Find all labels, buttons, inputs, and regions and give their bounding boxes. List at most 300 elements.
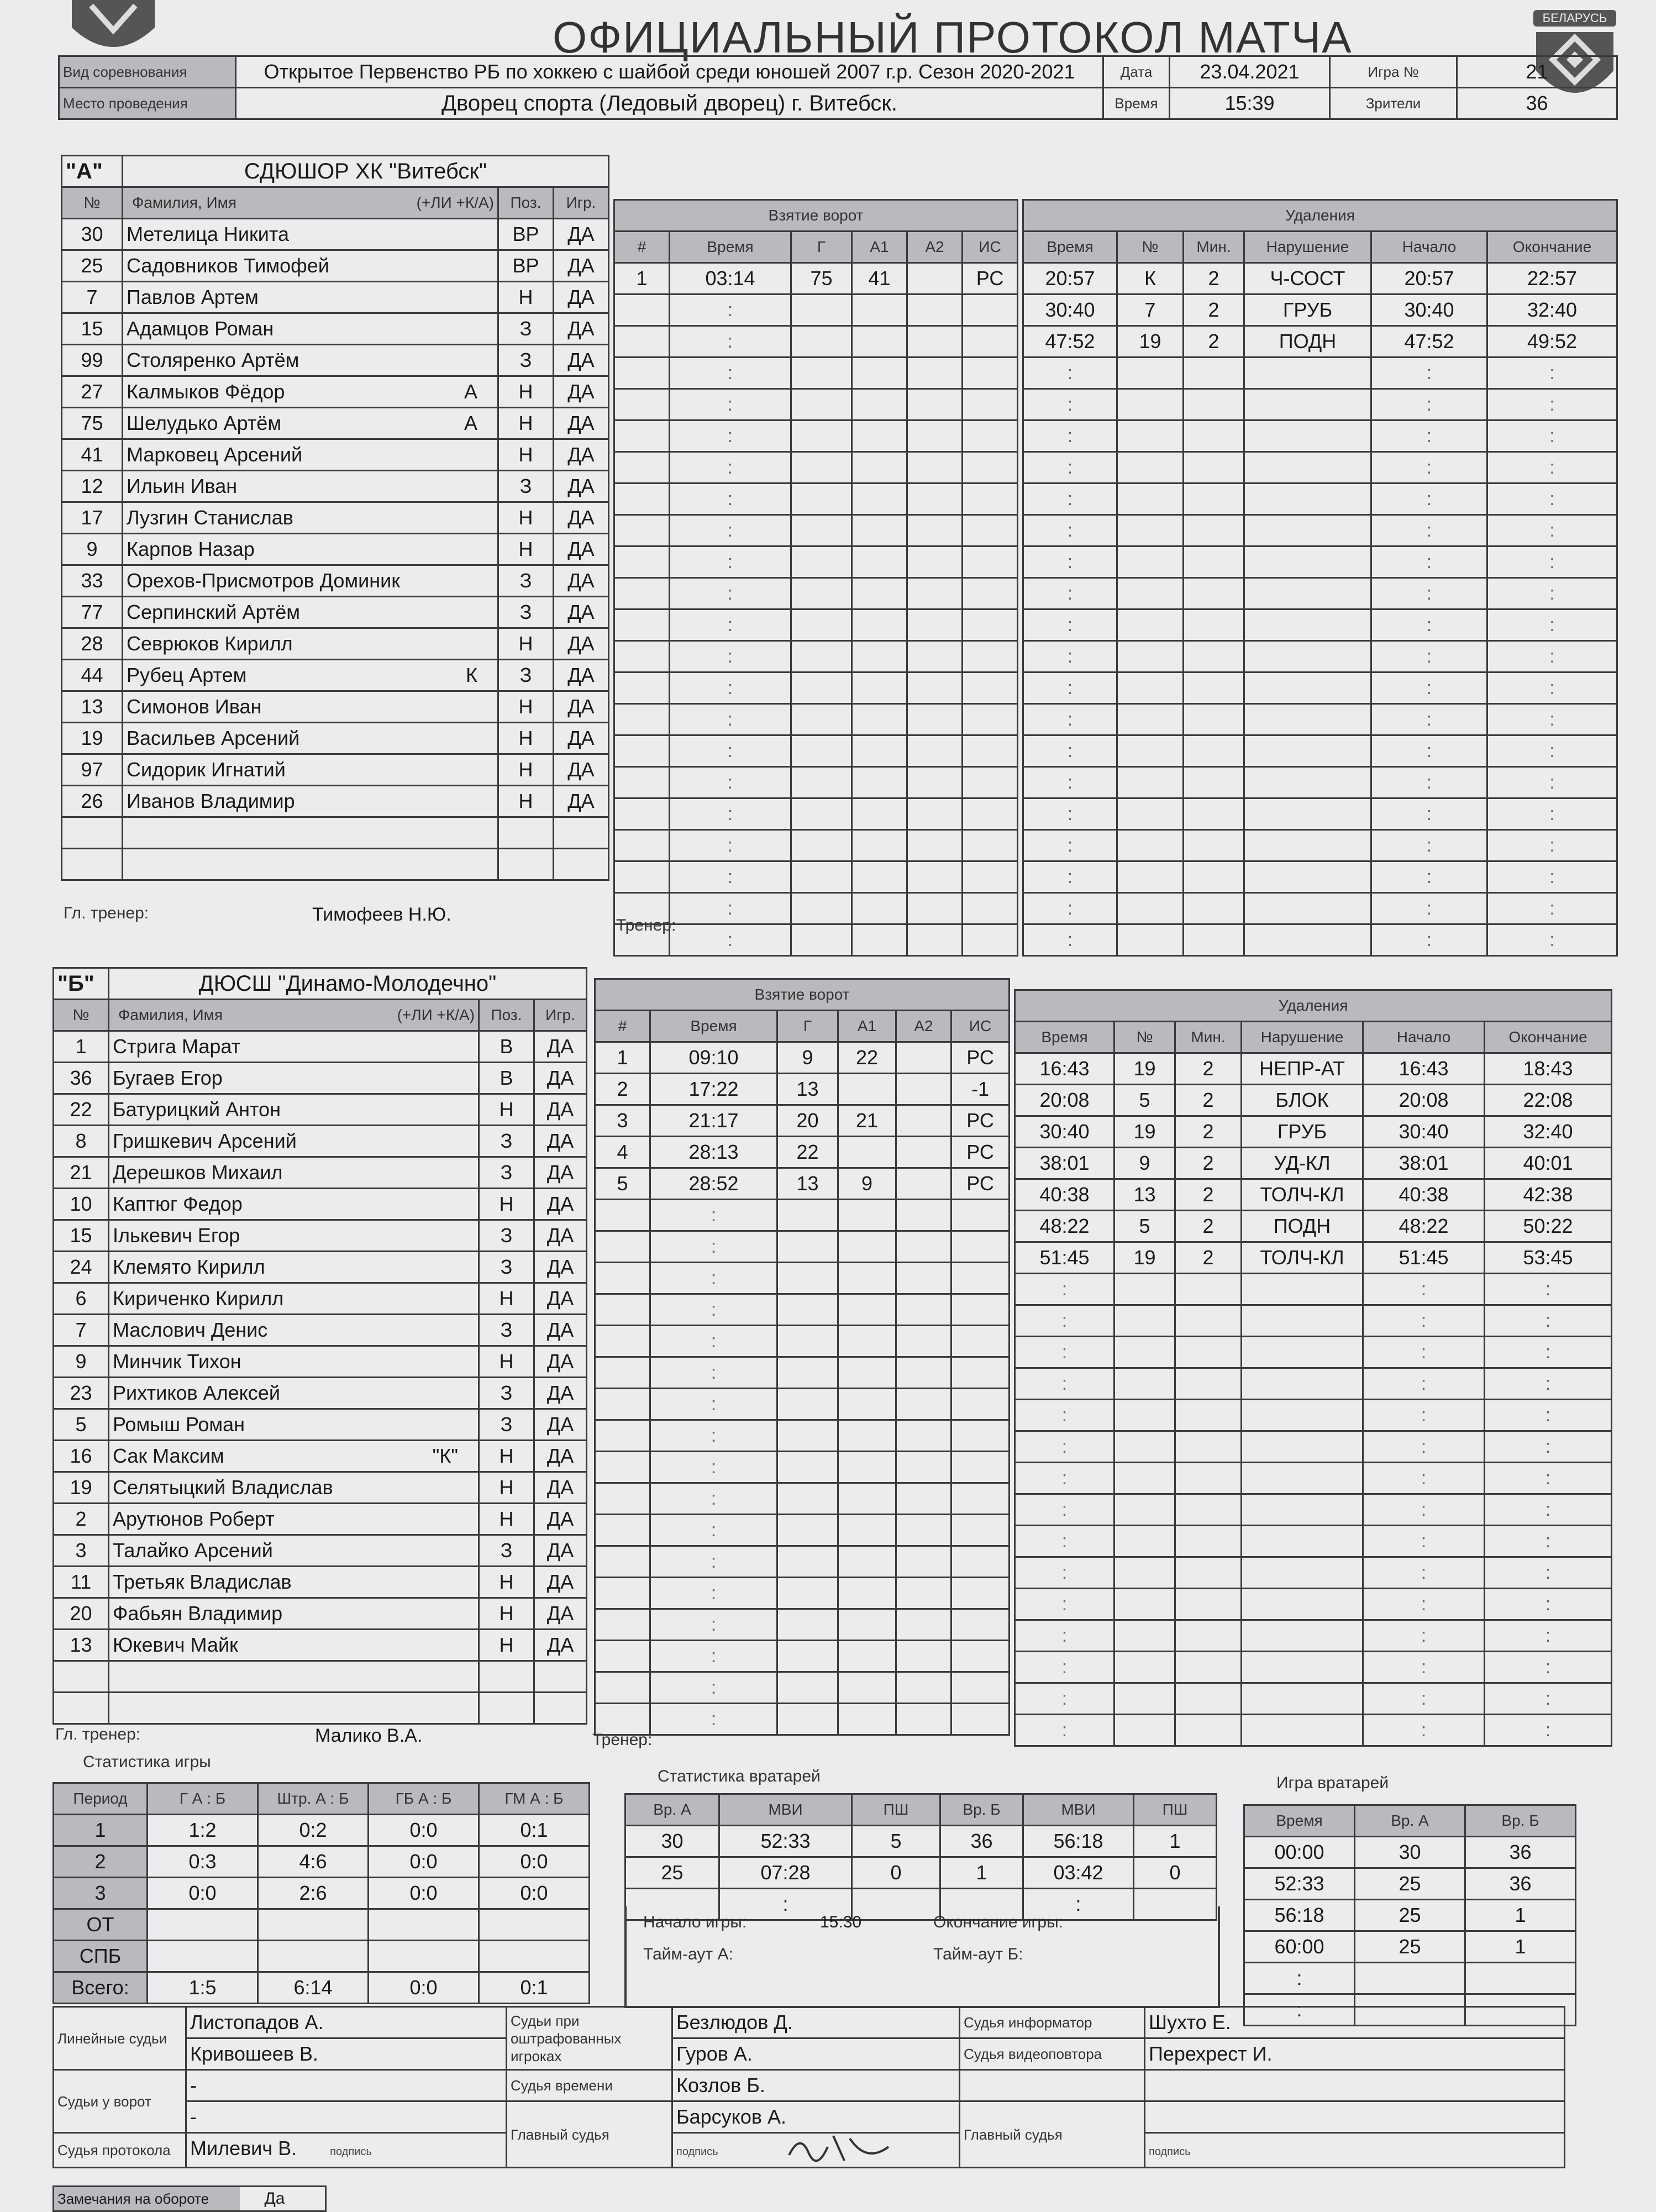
penalty-cell xyxy=(1244,421,1371,452)
player-role: К xyxy=(466,664,477,686)
player-number: 25 xyxy=(62,250,123,282)
referee2-sign: подпись xyxy=(1145,2133,1565,2168)
goal-time: : xyxy=(670,767,791,798)
goal-time: : xyxy=(670,735,791,767)
goal-idx xyxy=(595,1263,650,1294)
penalty-cell xyxy=(1117,358,1184,389)
player-number xyxy=(54,1661,109,1693)
goal-cell xyxy=(852,704,907,735)
team-a-head-coach: Гл. тренер: Тимофеев Н.Ю. xyxy=(64,904,451,925)
goal-row xyxy=(614,830,1018,861)
player-name xyxy=(109,1567,479,1598)
player-name xyxy=(109,1472,479,1504)
stats-row xyxy=(1244,1868,1576,1900)
player-name-text: Марковец Арсений xyxy=(127,443,303,466)
player-row xyxy=(62,439,609,471)
stats-cell: : xyxy=(719,1889,852,1920)
signature-icon xyxy=(784,2133,894,2164)
goalie-stats-title: Статистика вратарей xyxy=(658,1767,821,1785)
player-row xyxy=(62,723,609,754)
goal-idx xyxy=(595,1609,650,1641)
stats-cell: 56:18 xyxy=(1023,1826,1134,1857)
goal-cell xyxy=(838,1200,896,1231)
player-position: Н xyxy=(498,754,554,786)
player-row xyxy=(54,1504,587,1535)
penalty-row xyxy=(1023,861,1617,893)
goal-idx xyxy=(595,1483,650,1515)
player-played: ДА xyxy=(554,439,609,471)
stats-cell: 60:00 xyxy=(1244,1931,1355,1963)
penalty-cell xyxy=(1184,704,1244,735)
goal-idx xyxy=(614,326,670,358)
player-played: ДА xyxy=(534,1220,587,1252)
player-number: 24 xyxy=(54,1252,109,1283)
team-b-roster xyxy=(52,967,587,1725)
goal-cell xyxy=(951,1578,1010,1609)
goal-cell xyxy=(852,767,907,798)
goal-cell xyxy=(838,1420,896,1452)
team-b-penalties xyxy=(1014,989,1612,1747)
penalty-row xyxy=(1023,798,1617,830)
goal-cell xyxy=(896,1515,951,1546)
goal-cell xyxy=(791,641,852,672)
goal-idx xyxy=(614,389,670,421)
competition-value: Открытое Первенство РБ по хоккею с шайбой среди юношей 2007 г.р. Сезон 2020-2021 xyxy=(236,56,1103,88)
goal-assist-2 xyxy=(896,1105,951,1137)
penalty-cell xyxy=(1114,1620,1175,1652)
player-name-text: Маслович Денис xyxy=(113,1318,268,1341)
penalty-row xyxy=(1023,924,1617,956)
stats-cell: : xyxy=(1244,1994,1355,2026)
player-played: ДА xyxy=(534,1157,587,1189)
col-pen-min: Мин. xyxy=(1175,1022,1242,1053)
penalty-cell xyxy=(1117,641,1184,672)
player-name-text: Арутюнов Роберт xyxy=(113,1507,275,1530)
player-number xyxy=(62,849,123,880)
goal-cell xyxy=(951,1546,1010,1578)
player-played: ДА xyxy=(554,313,609,345)
penalty-time: : xyxy=(1023,672,1117,704)
stats-header: Штр. А : Б xyxy=(258,1783,369,1815)
player-row xyxy=(62,282,609,313)
goal-cell xyxy=(852,610,907,641)
goal-cell xyxy=(907,610,963,641)
goal-time: : xyxy=(650,1452,777,1483)
penalty-cell xyxy=(1117,924,1184,956)
stats-row xyxy=(54,1941,590,1972)
penalty-row xyxy=(1023,704,1617,735)
penalty-start: : xyxy=(1363,1368,1485,1400)
goal-cell xyxy=(791,578,852,610)
penalty-start: : xyxy=(1371,861,1487,893)
player-row xyxy=(62,691,609,723)
stats-cell: : xyxy=(1023,1889,1134,1920)
stats-cell: 2 xyxy=(54,1846,148,1878)
goal-time: : xyxy=(670,641,791,672)
goal-time: : xyxy=(650,1357,777,1389)
goal-cell xyxy=(838,1294,896,1326)
goal-cell xyxy=(907,452,963,484)
player-role: "К" xyxy=(432,1444,458,1467)
goal-time: : xyxy=(650,1483,777,1515)
goals-title: Взятие ворот xyxy=(595,979,1010,1011)
goal-idx: 2 xyxy=(595,1074,650,1105)
stats-header: Вр. А xyxy=(625,1794,719,1826)
player-number xyxy=(62,817,123,849)
referee-value: Барсуков А. xyxy=(672,2101,960,2133)
goal-cell xyxy=(951,1357,1010,1389)
referee-label: Главный судья xyxy=(507,2101,672,2168)
penalty-cell xyxy=(1184,830,1244,861)
player-name-text: Садовников Тимофей xyxy=(127,254,329,277)
goal-time: : xyxy=(650,1515,777,1546)
penalty-cell xyxy=(1242,1494,1363,1526)
penalty-end: : xyxy=(1487,830,1617,861)
player-row xyxy=(62,534,609,565)
player-played: ДА xyxy=(554,376,609,408)
player-name-text: Калмыков Фёдор xyxy=(127,380,285,403)
goal-cell xyxy=(896,1609,951,1641)
player-position: Н xyxy=(498,691,554,723)
goal-row xyxy=(595,1357,1010,1389)
penalty-time: : xyxy=(1015,1400,1114,1431)
player-name xyxy=(109,1252,479,1283)
goal-row xyxy=(614,641,1018,672)
goal-cell xyxy=(852,578,907,610)
col-pen-end: Окончание xyxy=(1487,232,1617,263)
penalty-cell xyxy=(1184,452,1244,484)
penalty-cell xyxy=(1244,358,1371,389)
team-a-coach: Тренер: xyxy=(616,916,676,934)
informer-label: Судья информатор xyxy=(960,2007,1145,2038)
player-row xyxy=(54,1598,587,1630)
goal-cell xyxy=(791,515,852,547)
player-name-text: Фабьян Владимир xyxy=(113,1602,283,1625)
player-played: ДА xyxy=(534,1283,587,1315)
goal-cell xyxy=(907,672,963,704)
penalty-cell xyxy=(1244,452,1371,484)
goal-cell xyxy=(838,1452,896,1483)
player-position: З xyxy=(479,1535,534,1567)
player-played: ДА xyxy=(554,786,609,817)
goal-row xyxy=(614,893,1018,924)
penalty-end: : xyxy=(1487,610,1617,641)
player-played xyxy=(534,1693,587,1724)
penalty-infraction: ТОЛЧ-КЛ xyxy=(1242,1242,1363,1274)
penalty-time: : xyxy=(1023,641,1117,672)
goal-cell xyxy=(852,861,907,893)
penalty-cell xyxy=(1242,1431,1363,1463)
player-name-text: Селятыцкий Владислав xyxy=(113,1476,333,1499)
penalty-end: 49:52 xyxy=(1487,326,1617,358)
player-name xyxy=(123,754,498,786)
player-name-text: Клемято Кирилл xyxy=(113,1255,265,1278)
stats-header: Время xyxy=(1244,1805,1355,1837)
penalty-time: : xyxy=(1023,484,1117,515)
penalty-row xyxy=(1023,893,1617,924)
player-number: 7 xyxy=(54,1315,109,1346)
penalty-end: : xyxy=(1485,1652,1612,1683)
penalty-row xyxy=(1023,452,1617,484)
player-position: В xyxy=(479,1031,534,1063)
player-position xyxy=(479,1661,534,1693)
stats-header: МВИ xyxy=(1023,1794,1134,1826)
penalty-start: : xyxy=(1363,1400,1485,1431)
penalty-cell xyxy=(1242,1400,1363,1431)
player-name xyxy=(109,1315,479,1346)
stats-row xyxy=(54,1846,590,1878)
col-goal-a2: А2 xyxy=(907,232,963,263)
penalty-cell xyxy=(1117,704,1184,735)
goal-time: : xyxy=(670,578,791,610)
penalty-cell xyxy=(1175,1620,1242,1652)
player-name xyxy=(123,597,498,628)
player-name-text: Гришкевич Арсений xyxy=(113,1129,297,1152)
penalty-end: 42:38 xyxy=(1485,1179,1612,1211)
penalty-cell xyxy=(1175,1526,1242,1557)
stats-cell: : xyxy=(1244,1963,1355,1994)
empty-cell xyxy=(1145,2101,1565,2133)
goal-time: : xyxy=(670,547,791,578)
goal-cell xyxy=(907,798,963,830)
penalty-row xyxy=(1015,1494,1612,1526)
player-name xyxy=(109,1409,479,1441)
stats-header: ГБ А : Б xyxy=(369,1783,479,1815)
penalty-start: : xyxy=(1363,1463,1485,1494)
goal-time: : xyxy=(670,326,791,358)
stats-cell xyxy=(369,1941,479,1972)
player-played: ДА xyxy=(554,502,609,534)
goal-row xyxy=(595,1420,1010,1452)
goal-cell xyxy=(951,1704,1010,1735)
game-label: Игра № xyxy=(1330,56,1457,88)
goal-time: 28:13 xyxy=(650,1137,777,1168)
player-number: 16 xyxy=(54,1441,109,1472)
player-number: 12 xyxy=(62,471,123,502)
stats-cell: 36 xyxy=(940,1826,1023,1857)
stats-header: ПШ xyxy=(1134,1794,1217,1826)
penalty-cell xyxy=(1242,1368,1363,1400)
goalie-play-table xyxy=(1243,1804,1576,2026)
player-played: ДА xyxy=(554,597,609,628)
stats-cell: 0 xyxy=(1134,1857,1217,1889)
penalty-cell xyxy=(1175,1715,1242,1746)
stats-cell: 52:33 xyxy=(1244,1868,1355,1900)
date-value: 23.04.2021 xyxy=(1170,56,1330,88)
penalty-row xyxy=(1023,421,1617,452)
penalty-cell xyxy=(1114,1400,1175,1431)
goal-cell xyxy=(963,861,1018,893)
penalty-cell xyxy=(1184,515,1244,547)
goal-cell xyxy=(791,326,852,358)
game-stats-title: Статистика игры xyxy=(83,1753,211,1771)
penalty-minutes: 2 xyxy=(1175,1053,1242,1085)
goal-cell xyxy=(951,1389,1010,1420)
goal-situation: РС xyxy=(951,1042,1010,1074)
penalty-cell xyxy=(1117,798,1184,830)
player-name xyxy=(109,1094,479,1126)
player-played xyxy=(554,817,609,849)
penalty-cell xyxy=(1117,767,1184,798)
goal-cell xyxy=(896,1200,951,1231)
player-name xyxy=(123,565,498,597)
penalty-time: : xyxy=(1023,893,1117,924)
penalty-time: : xyxy=(1015,1337,1114,1368)
player-position: З xyxy=(498,471,554,502)
player-played: ДА xyxy=(534,1315,587,1346)
spectators-label: Зрители xyxy=(1330,88,1457,119)
penalty-end: : xyxy=(1485,1526,1612,1557)
player-position: Н xyxy=(479,1346,534,1378)
player-name-text: Батурицкий Антон xyxy=(113,1098,281,1121)
stats-cell: ОТ xyxy=(54,1909,148,1941)
goal-row xyxy=(595,1042,1010,1074)
goal-idx: 1 xyxy=(614,263,670,295)
penalty-row xyxy=(1015,1274,1612,1305)
stats-cell: 1 xyxy=(940,1857,1023,1889)
goal-cell xyxy=(791,295,852,326)
goal-cell xyxy=(963,515,1018,547)
goalie-play-title: Игра вратарей xyxy=(1276,1774,1389,1792)
penalty-cell xyxy=(1114,1305,1175,1337)
stats-cell: 36 xyxy=(1465,1868,1576,1900)
goal-cell xyxy=(777,1672,838,1704)
player-name xyxy=(123,628,498,660)
stats-cell: 0:1 xyxy=(479,1815,590,1846)
goal-row xyxy=(595,1609,1010,1641)
goal-cell xyxy=(852,484,907,515)
penalty-minutes: 2 xyxy=(1175,1242,1242,1274)
player-name xyxy=(109,1598,479,1630)
stats-cell: Всего: xyxy=(54,1972,148,2004)
goal-cell xyxy=(963,798,1018,830)
stats-header: Вр. А xyxy=(1355,1805,1465,1837)
penalty-time: : xyxy=(1015,1305,1114,1337)
player-position: З xyxy=(479,1252,534,1283)
goal-cell xyxy=(896,1420,951,1452)
goal-row xyxy=(614,672,1018,704)
player-number: 20 xyxy=(54,1598,109,1630)
goal-row xyxy=(614,924,1018,956)
player-row xyxy=(54,1252,587,1283)
player-row xyxy=(54,1378,587,1409)
col-goal-idx: # xyxy=(614,232,670,263)
col-goal-is: ИС xyxy=(963,232,1018,263)
goal-idx: 5 xyxy=(595,1168,650,1200)
penalty-player: К xyxy=(1117,263,1184,295)
goal-idx xyxy=(614,735,670,767)
goal-row xyxy=(595,1515,1010,1546)
player-played xyxy=(534,1661,587,1693)
penalty-start: 40:38 xyxy=(1363,1179,1485,1211)
penalty-end: : xyxy=(1485,1337,1612,1368)
goal-cell xyxy=(951,1515,1010,1546)
col-name: Фамилия, Имя (+ЛИ +К/А) xyxy=(109,1000,479,1031)
player-row xyxy=(54,1157,587,1189)
goal-assist-1: 9 xyxy=(838,1168,896,1200)
penalty-row xyxy=(1015,1179,1612,1211)
penalty-start: : xyxy=(1371,830,1487,861)
goal-row xyxy=(614,421,1018,452)
penalty-end: 53:45 xyxy=(1485,1242,1612,1274)
goal-cell xyxy=(852,735,907,767)
goal-idx xyxy=(614,861,670,893)
player-position: Н xyxy=(498,786,554,817)
penalty-time: 30:40 xyxy=(1015,1116,1114,1148)
goal-row xyxy=(614,735,1018,767)
penalty-cell xyxy=(1114,1683,1175,1715)
player-name xyxy=(123,282,498,313)
goal-cell xyxy=(852,830,907,861)
penalty-end: : xyxy=(1487,893,1617,924)
goal-cell xyxy=(777,1515,838,1546)
penalty-row xyxy=(1015,1431,1612,1463)
goal-judge-1: - xyxy=(186,2070,507,2101)
game-times xyxy=(624,1906,1220,2008)
goal-scorer: 20 xyxy=(777,1105,838,1137)
penalty-end: : xyxy=(1485,1589,1612,1620)
penalty-time: : xyxy=(1015,1620,1114,1652)
goal-cell xyxy=(896,1704,951,1735)
penalty-time: : xyxy=(1015,1683,1114,1715)
goal-row xyxy=(614,326,1018,358)
penalty-cell xyxy=(1175,1368,1242,1400)
goal-idx xyxy=(614,893,670,924)
penalty-box-2: Гуров А. xyxy=(672,2038,960,2070)
player-name xyxy=(109,1441,479,1472)
goal-time: 21:17 xyxy=(650,1105,777,1137)
penalty-minutes: 2 xyxy=(1175,1179,1242,1211)
spectators-value: 36 xyxy=(1457,88,1617,119)
player-name-text: Метелица Никита xyxy=(127,223,289,245)
player-row xyxy=(62,471,609,502)
goal-cell xyxy=(963,767,1018,798)
goal-cell xyxy=(963,358,1018,389)
player-name-text: Минчик Тихон xyxy=(113,1350,241,1373)
date-label: Дата xyxy=(1103,56,1170,88)
goal-row xyxy=(595,1137,1010,1168)
player-row xyxy=(62,313,609,345)
referee-sign: подпись xyxy=(672,2133,960,2168)
penalty-cell xyxy=(1184,798,1244,830)
goal-time: : xyxy=(650,1609,777,1641)
penalty-row xyxy=(1015,1116,1612,1148)
penalty-cell xyxy=(1184,389,1244,421)
goal-time: : xyxy=(650,1231,777,1263)
player-name-text: Рихтиков Алексей xyxy=(113,1381,280,1404)
goal-idx xyxy=(614,767,670,798)
penalty-start: : xyxy=(1371,798,1487,830)
player-number: 30 xyxy=(62,219,123,250)
penalty-row xyxy=(1015,1211,1612,1242)
col-num: № xyxy=(62,187,123,219)
player-number: 11 xyxy=(54,1567,109,1598)
penalty-end: : xyxy=(1485,1368,1612,1400)
penalty-start: : xyxy=(1363,1620,1485,1652)
player-name xyxy=(109,1189,479,1220)
goal-row xyxy=(614,704,1018,735)
penalty-cell xyxy=(1244,735,1371,767)
penalty-cell xyxy=(1175,1683,1242,1715)
goal-scorer: 75 xyxy=(791,263,852,295)
player-played: ДА xyxy=(534,1409,587,1441)
penalty-start: 48:22 xyxy=(1363,1211,1485,1242)
player-position xyxy=(479,1693,534,1724)
penalty-row xyxy=(1015,1053,1612,1085)
goal-cell xyxy=(951,1231,1010,1263)
player-position: Н xyxy=(498,282,554,313)
penalty-end: 32:40 xyxy=(1487,295,1617,326)
